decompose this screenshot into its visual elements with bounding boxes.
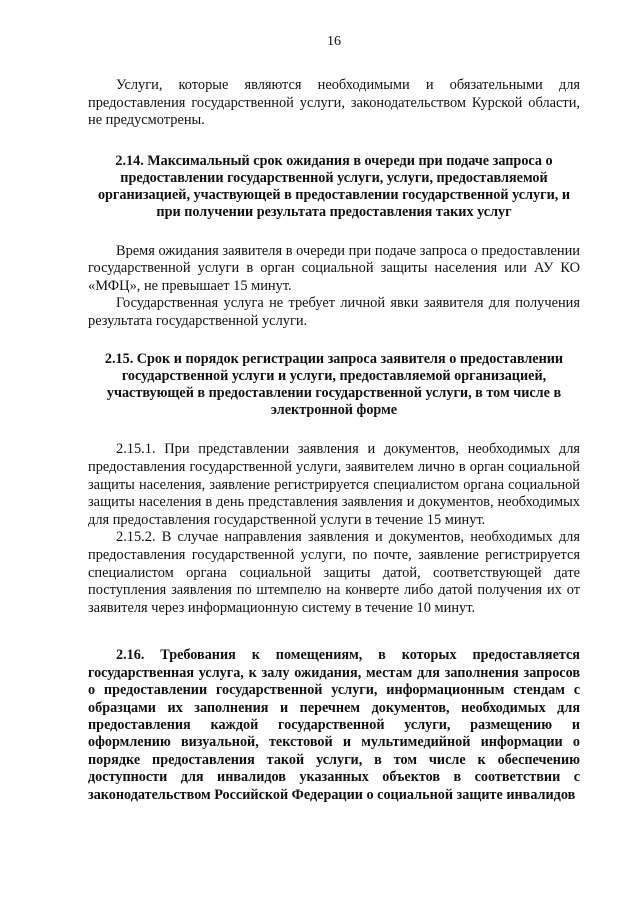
paragraph-2-15-1: 2.15.1. При представлении заявления и документов, необходимых для предоставления государственной услуги, заявителем лично в орган социальной защиты населения, заявление регистрируется специалистом органа социальной защиты населения в день представления заявления и документов, необходимых для предоставления государственной услуги в течение 15 минут.: [88, 441, 580, 528]
paragraph-2-15-2: 2.15.2. В случае направления заявления и документов, необходимых для предоставления государственной услуги, по почте, заявление регистрируется специалистом органа социальной защиты датой, соответствующей дате поступления заявления по штемпелю на конверте либо датой получения их от заявителя через информационную систему в течение 10 минут.: [88, 529, 580, 616]
section-heading-2-15: 2.15. Срок и порядок регистрации запроса заявителя о предоставлении государственной услуги и услуги, предоставляемой организацией, участвующей в предоставлении государственной услуги, в том числе в электронной форме: [104, 350, 564, 419]
page-number: 16: [327, 34, 341, 49]
section-heading-2-14: 2.14. Максимальный срок ожидания в очереди при подаче запроса о предоставлении государственной услуги, услуги, предоставляемой организацией, участвующей в предоставлении государственной услуги, и при получении результата предоставления таких услуг: [97, 152, 571, 221]
section-heading-2-16: 2.16. Требования к помещениям, в которых предоставляется государственная услуга, к залу ожидания, местам для заполнения запросов о предоставлении государственной услуги, информационным стендам с образцами их заполнения и перечнем документов, необходимых для предоставления каждой государственной услуги, размещению и оформлению визуальной, текстовой и мультимедийной информации о порядке предоставления такой услуги, в том числе к обеспечению доступности для инвалидов указанных объектов в соответствии с законодательством Российской Федерации о социальной защите инвалидов: [88, 647, 580, 803]
paragraph-required-services: Услуги, которые являются необходимыми и обязательными для предоставления государственной услуги, законодательством Курской области, не предусмотрены.: [88, 77, 580, 129]
paragraph-wait-time: Время ожидания заявителя в очереди при подаче запроса о предоставлении государственной услуги в орган социальной защиты населения или АУ КО «МФЦ», не превышает 15 минут.: [88, 242, 580, 294]
document-page: [88, 34, 580, 804]
paragraph-no-personal-visit: Государственная услуга не требует личной явки заявителя для получения результата государственной услуги.: [88, 295, 580, 329]
